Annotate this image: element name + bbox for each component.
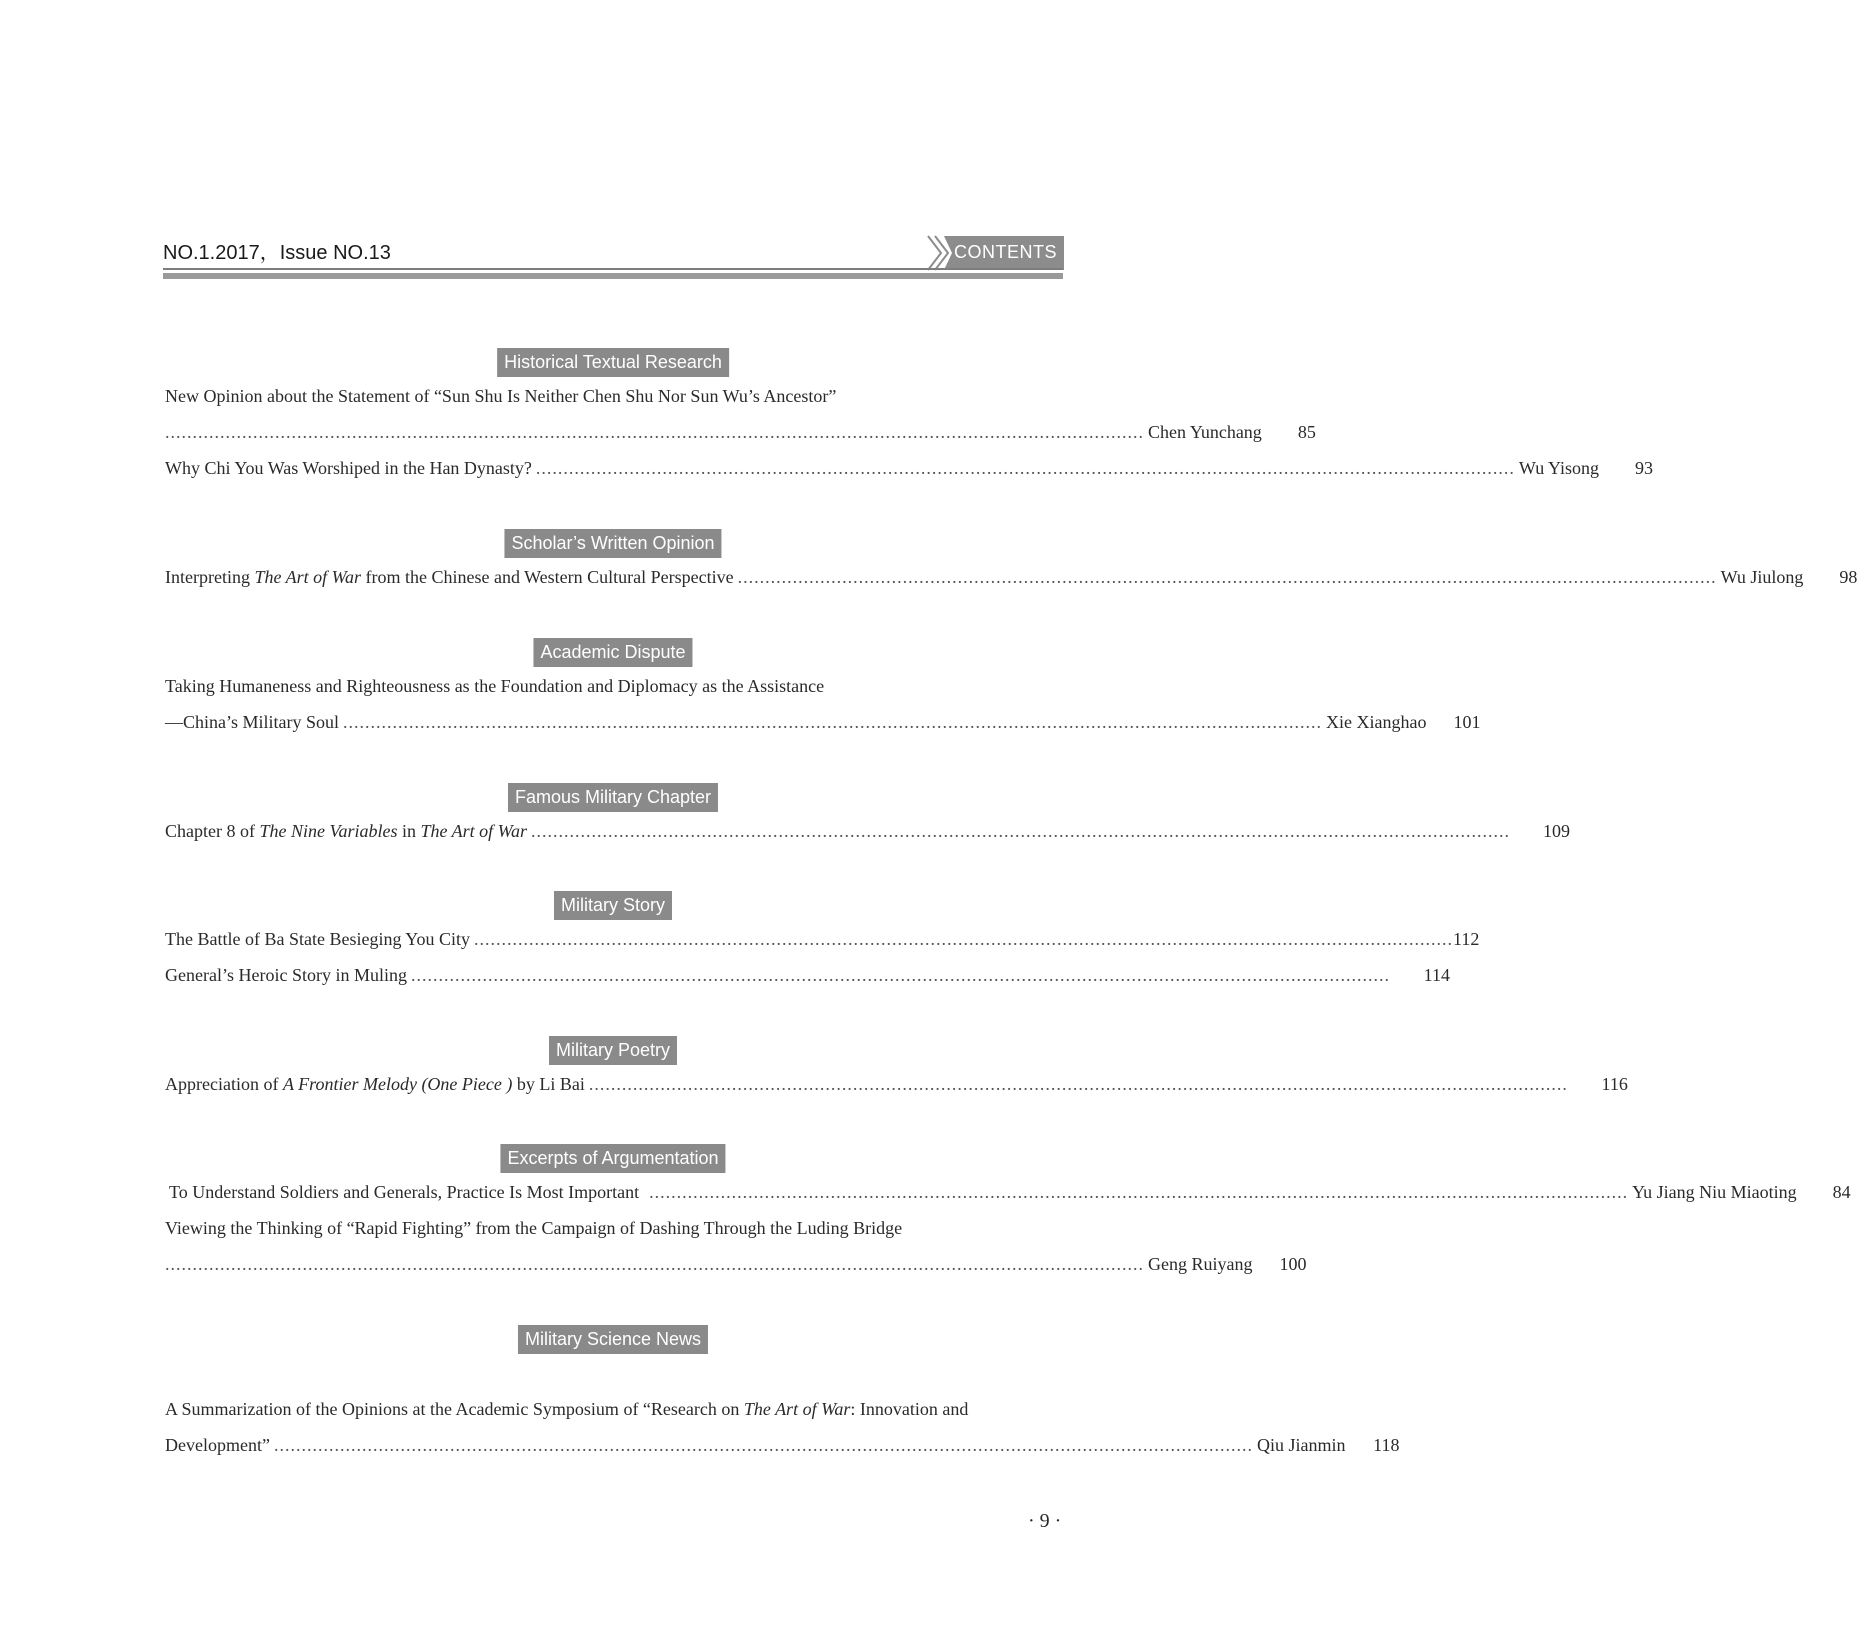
entry-author: Chen Yunchang <box>1148 422 1262 442</box>
entry-page: 100 <box>1279 1254 1307 1274</box>
header-rule-thin <box>163 268 1063 270</box>
entry-author: Xie Xianghao <box>1326 712 1427 732</box>
toc-line: A Summarization of the Opinions at the Academic Symposium of “Research on The Art of War: Innovation and <box>165 1399 969 1419</box>
toc-line: Taking Humaneness and Righteousness as the Foundation and Diplomacy as the Assistance <box>165 676 825 696</box>
section-label: Famous Military Chapter <box>508 783 718 812</box>
section-label: Military Poetry <box>549 1036 677 1065</box>
footer-page-number: · 9 · <box>1028 1510 1062 1532</box>
entry-page: 85 <box>1297 422 1316 442</box>
contents-tab <box>922 236 1064 270</box>
toc-line: New Opinion about the Statement of “Sun Shu Is Neither Chen Shu Nor Sun Wu’s Ancestor” <box>165 386 837 406</box>
toc-entry[interactable] <box>165 965 1450 991</box>
toc-line: Viewing the Thinking of “Rapid Fighting” from the Campaign of Dashing Through the Luding Bridge <box>165 1218 903 1238</box>
leader-dots: .................................................................................................................................................................................. <box>343 712 1323 732</box>
entry-title: General’s Heroic Story in Muling <box>165 965 407 985</box>
header-rule-thick <box>163 273 1063 279</box>
section-label: Excerpts of Argumentation <box>500 1144 725 1173</box>
section-label: Academic Dispute <box>533 638 692 667</box>
entry-title: Development” <box>165 1435 270 1455</box>
entry-author: Qiu Jianmin <box>1256 1435 1346 1455</box>
leader-dots: .................................................................................................................................................................................. <box>165 1254 1144 1274</box>
entry-title: The Battle of Ba State Besieging You City <box>165 929 470 949</box>
entry-page: 84 <box>1832 1182 1851 1202</box>
entry-page: 118 <box>1373 1435 1400 1455</box>
leader-dots: .................................................................................................................................................................................. <box>273 1435 1253 1455</box>
contents-tab-label: CONTENTS <box>954 242 1057 262</box>
entry-author: Yu Jiang Niu Miaoting <box>1632 1182 1797 1202</box>
double-chevron-icon <box>922 236 952 270</box>
entry-page: 101 <box>1453 712 1481 732</box>
entry-title: Appreciation of A Frontier Melody (One Piece ) by Li Bai <box>165 1074 585 1094</box>
leader-dots: .................................................................................................................................................................................. <box>473 929 1453 949</box>
section-label: Scholar’s Written Opinion <box>504 529 721 558</box>
toc-entry[interactable] <box>165 422 1316 448</box>
leader-dots: .................................................................................................................................................................................. <box>649 1182 1629 1202</box>
leader-dots: .................................................................................................................................................................................. <box>165 422 1144 442</box>
entry-title: Why Chi You Was Worshiped in the Han Dynasty? <box>165 458 532 478</box>
toc-entry[interactable] <box>165 929 1480 955</box>
toc-entry[interactable] <box>165 458 1654 484</box>
leader-dots: .................................................................................................................................................................................. <box>588 1074 1568 1094</box>
section-label: Military Science News <box>518 1325 708 1354</box>
toc-entry[interactable] <box>165 1435 1400 1461</box>
header-title: NO.1.2017，Issue NO.13 <box>163 242 391 264</box>
entry-author: Wu Jiulong <box>1720 567 1804 587</box>
entry-page: 109 <box>1543 821 1571 841</box>
toc-entry[interactable] <box>165 1074 1628 1100</box>
entry-title: Chapter 8 of The Nine Variables in The Art of War <box>165 821 528 841</box>
toc-entry[interactable] <box>165 567 1857 593</box>
entry-title: —China’s Military Soul <box>165 712 340 732</box>
entry-page: 98 <box>1839 567 1857 587</box>
entry-title: To Understand Soldiers and Generals, Practice Is Most Important <box>169 1182 640 1202</box>
entry-author: Wu Yisong <box>1518 458 1600 478</box>
entry-author: Geng Ruiyang <box>1148 1254 1253 1274</box>
entry-title: Interpreting The Art of War from the Chinese and Western Cultural Perspective <box>165 567 734 587</box>
entry-page: 116 <box>1601 1074 1628 1094</box>
entry-page: 114 <box>1423 965 1450 985</box>
toc-entry[interactable] <box>165 821 1571 847</box>
leader-dots: .................................................................................................................................................................................. <box>531 821 1511 841</box>
entry-page: 112 <box>1452 929 1480 949</box>
leader-dots: .................................................................................................................................................................................. <box>410 965 1390 985</box>
section-label: Military Story <box>554 891 672 920</box>
toc-entry[interactable] <box>165 1254 1307 1280</box>
toc-entry[interactable] <box>165 712 1481 738</box>
leader-dots: .................................................................................................................................................................................. <box>535 458 1515 478</box>
leader-dots: .................................................................................................................................................................................. <box>737 567 1717 587</box>
entry-page: 93 <box>1635 458 1654 478</box>
section-label: Historical Textual Research <box>497 348 729 377</box>
toc-entry[interactable] <box>169 1182 1851 1208</box>
